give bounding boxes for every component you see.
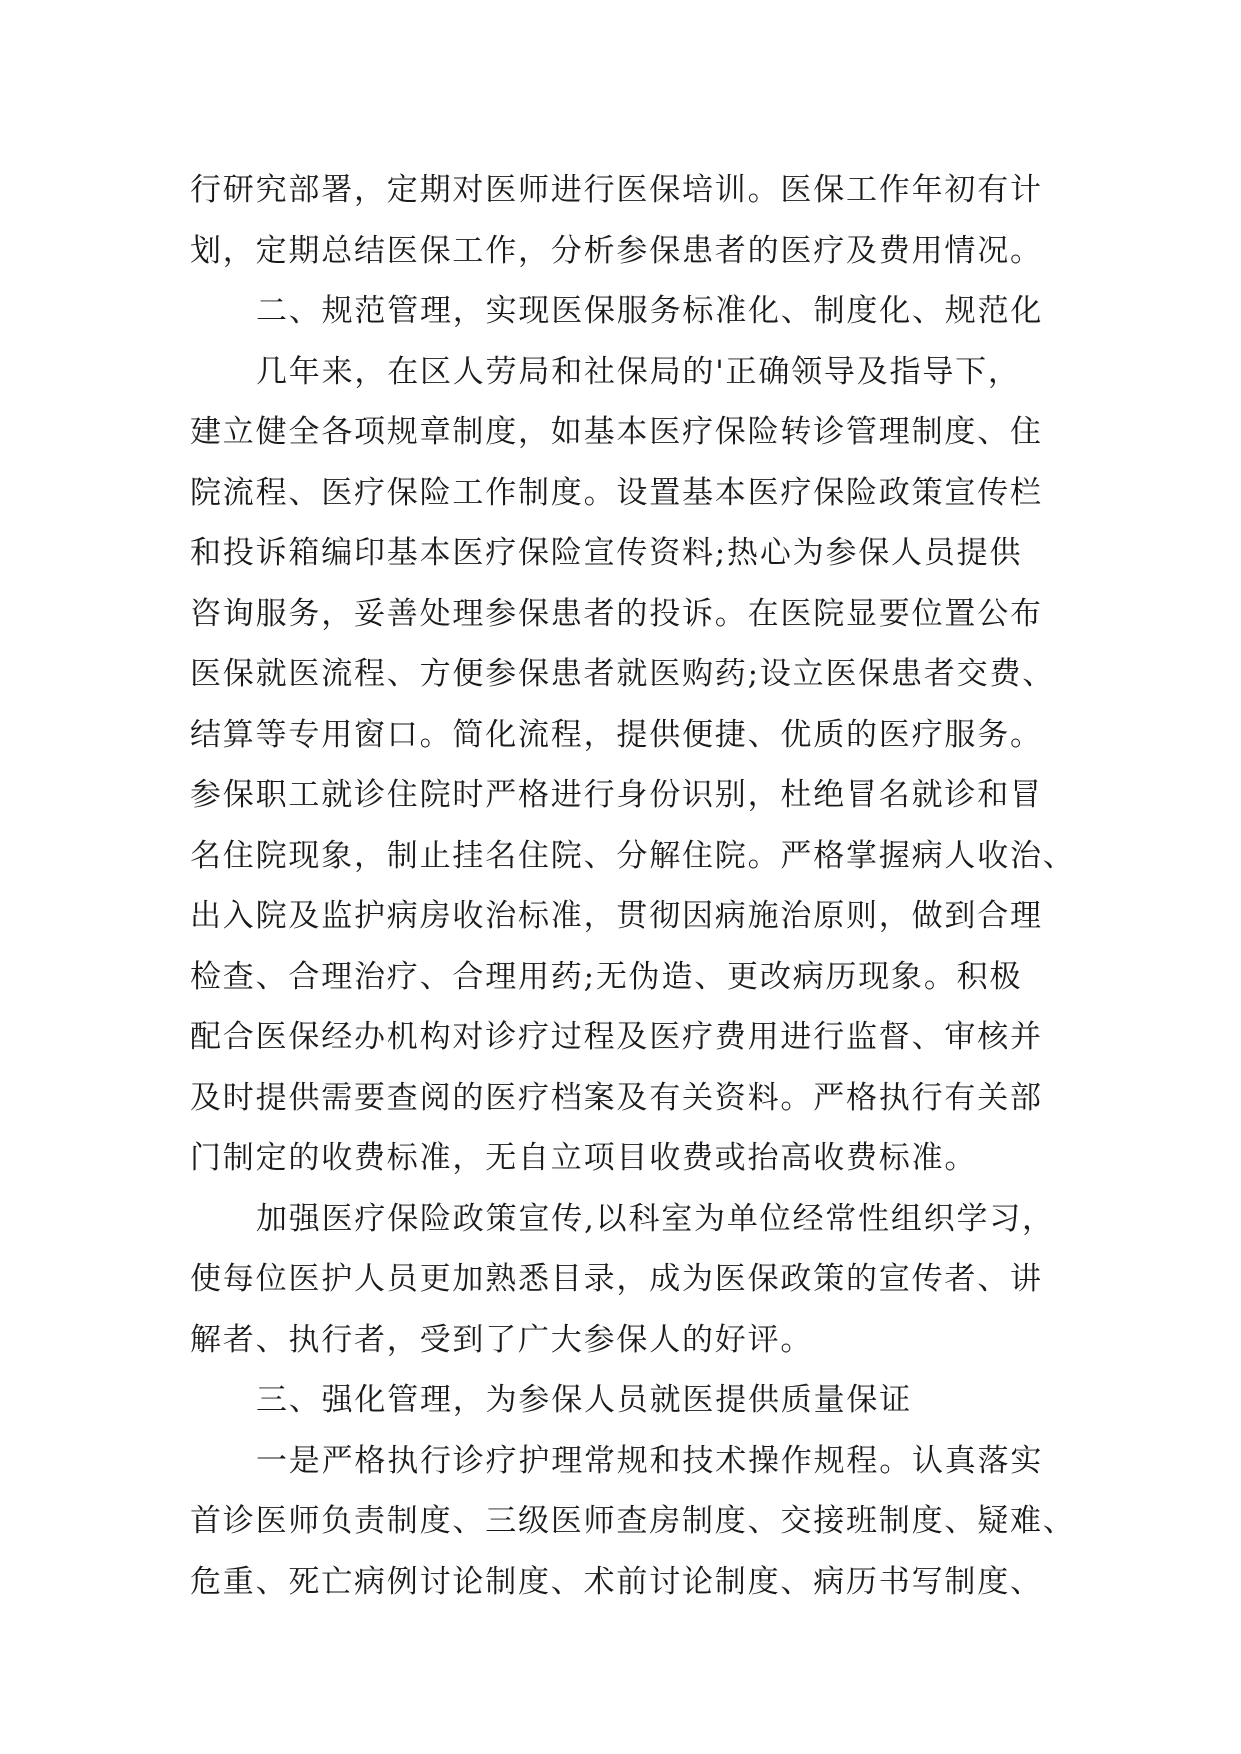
body-text bbox=[190, 160, 1076, 1612]
text-line: 使每位医护人员更加熟悉目录，成为医保政策的宣传者、讲 bbox=[190, 1261, 1043, 1297]
text-line: 医保就医流程、方便参保患者就医购药;设立医保患者交费、 bbox=[190, 656, 1056, 692]
paragraph-start-line: 几年来，在区人劳局和社保局的'正确领导及指导下， bbox=[256, 353, 1021, 390]
paragraph-start-line: 三、强化管理，为参保人员就医提供质量保证 bbox=[256, 1382, 912, 1418]
text-line: 名住院现象，制止挂名住院、分解住院。严格掌握病人收治、 bbox=[190, 837, 1076, 874]
text-line: 门制定的收费标准，无自立项目收费或抬高收费标准。 bbox=[190, 1140, 978, 1176]
text-line: 危重、死亡病例讨论制度、术前讨论制度、病历书写制度、 bbox=[190, 1563, 1043, 1600]
text-line: 及时提供需要查阅的医疗档案及有关资料。严格执行有关部 bbox=[190, 1079, 1043, 1116]
text-line: 和投诉箱编印基本医疗保险宣传资料;热心为参保人员提供 bbox=[190, 535, 1023, 571]
text-line: 参保职工就诊住院时严格进行身份识别，杜绝冒名就诊和冒 bbox=[190, 777, 1043, 813]
text-line: 检查、合理治疗、合理用药;无伪造、更改病历现象。积极 bbox=[190, 958, 1023, 995]
paragraph-start-line: 一是严格执行诊疗护理常规和技术操作规程。认真落实 bbox=[256, 1442, 1044, 1479]
text-line: 解者、执行者，受到了广大参保人的好评。 bbox=[190, 1321, 814, 1358]
text-line: 行研究部署，定期对医师进行医保培训。医保工作年初有计 bbox=[190, 172, 1043, 208]
paragraph-start-line: 加强医疗保险政策宣传,以科室为单位经常性组织学习， bbox=[256, 1200, 1055, 1237]
text-line: 配合医保经办机构对诊疗过程及医疗费用进行监督、审核并 bbox=[190, 1019, 1043, 1055]
text-line: 划，定期总结医保工作，分析参保患者的医疗及费用情况。 bbox=[190, 232, 1043, 269]
text-line: 院流程、医疗保险工作制度。设置基本医疗保险政策宣传栏 bbox=[190, 474, 1043, 511]
text-line: 结算等专用窗口。简化流程，提供便捷、优质的医疗服务。 bbox=[190, 716, 1043, 753]
text-line: 出入院及监护病房收治标准，贯彻因病施治原则，做到合理 bbox=[190, 898, 1043, 934]
text-line: 咨询服务，妥善处理参保患者的投诉。在医院显要位置公布 bbox=[190, 595, 1043, 632]
text-line: 首诊医师负责制度、三级医师查房制度、交接班制度、疑难、 bbox=[190, 1503, 1076, 1539]
paragraph-start-line: 二、规范管理，实现医保服务标准化、制度化、规范化 bbox=[256, 293, 1044, 329]
text-line: 建立健全各项规章制度，如基本医疗保险转诊管理制度、住 bbox=[190, 414, 1043, 450]
